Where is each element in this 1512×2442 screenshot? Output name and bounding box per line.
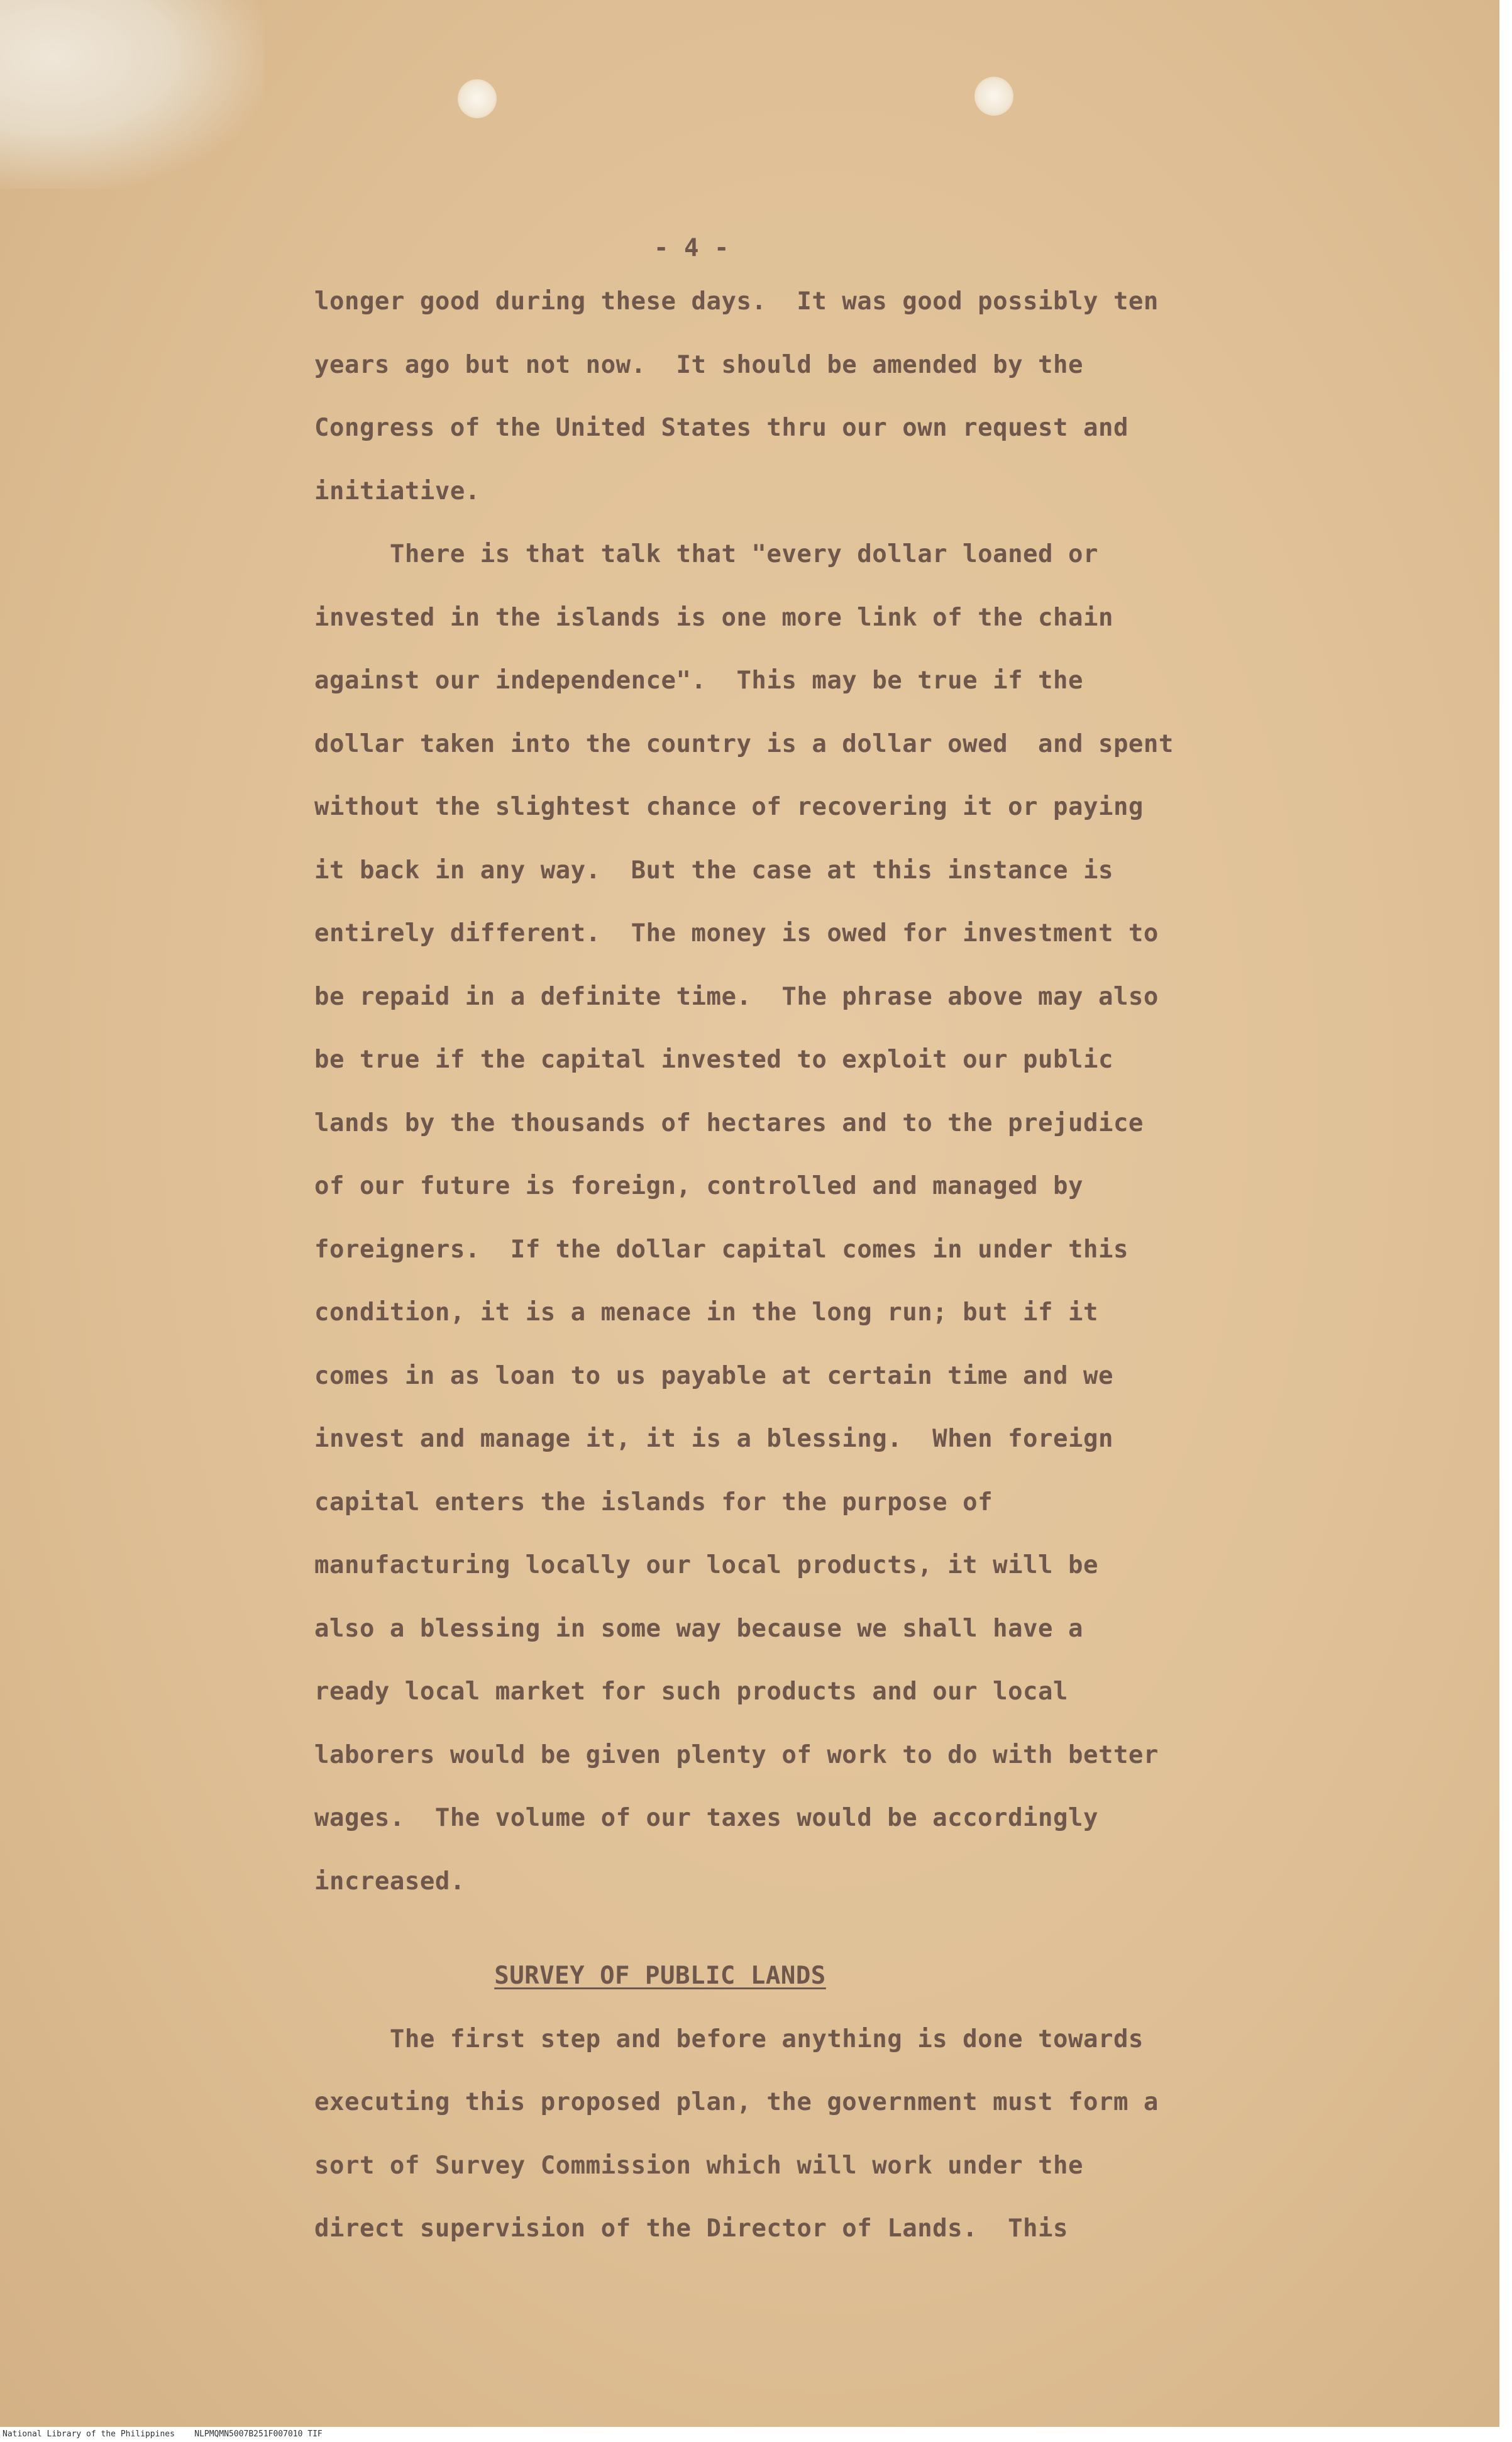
text-line: laborers would be given plenty of work to do with better (314, 1740, 1159, 1769)
text-line: it back in any way. But the case at this instance is (314, 856, 1113, 885)
text-line: be true if the capital invested to exploit our public (314, 1046, 1113, 1074)
typed-text-column (314, 226, 1257, 2261)
text-line: longer good during these days. It was good possibly ten (314, 287, 1159, 316)
footer-institution: National Library of the Philippines (3, 2429, 175, 2439)
text-line: There is that talk that "every dollar loaned or (314, 540, 1098, 568)
text-line: against our independence". This may be true if the (314, 666, 1083, 695)
section-heading-text: SURVEY OF PUBLIC LANDS (494, 1962, 826, 1990)
text-line: executing this proposed plan, the government must form a (314, 2088, 1159, 2116)
text-line: dollar taken into the country is a dollar owed and spent (314, 729, 1174, 758)
text-line: manufacturing locally our local products, it will be (314, 1551, 1098, 1579)
section-heading (346, 1945, 974, 2008)
text-line: entirely different. The money is owed for investment to (314, 919, 1159, 948)
text-line: sort of Survey Commission which will work under the (314, 2151, 1083, 2180)
text-line: The first step and before anything is done towards (314, 2025, 1144, 2053)
punch-hole-right (974, 77, 1013, 116)
text-line: invest and manage it, it is a blessing. When foreign (314, 1425, 1113, 1453)
text-line: also a blessing in some way because we shall have a (314, 1614, 1083, 1643)
paper-stain (0, 0, 264, 189)
text-line: years ago but not now. It should be amended by the (314, 350, 1083, 379)
text-line: increased. (314, 1867, 465, 1896)
text-line: ready local market for such products and our local (314, 1677, 1068, 1706)
text-line: wages. The volume of our taxes would be accordingly (314, 1804, 1098, 1832)
paragraph-2 (314, 523, 1257, 1913)
text-line: initiative. (314, 477, 480, 506)
text-line: capital enters the islands for the purpose of (314, 1488, 993, 1517)
scan-footer (3, 2428, 323, 2441)
punch-hole-left (458, 79, 497, 118)
text-line: be repaid in a definite time. The phrase above may also (314, 982, 1159, 1011)
footer-file-id: NLPMQMN5007B251F007010 TIF (194, 2429, 323, 2439)
text-line: Congress of the United States thru our own request and (314, 414, 1128, 442)
text-line: without the slightest chance of recovering it or paying (314, 793, 1144, 821)
text-line: direct supervision of the Director of Lands. This (314, 2214, 1068, 2243)
paragraph-3 (314, 2008, 1257, 2261)
text-line: condition, it is a menace in the long run; but if it (314, 1298, 1098, 1327)
text-line: foreigners. If the dollar capital comes in under this (314, 1235, 1128, 1264)
text-line: of our future is foreign, controlled and managed by (314, 1172, 1083, 1200)
text-line: comes in as loan to us payable at certain time and we (314, 1361, 1113, 1390)
text-line: lands by the thousands of hectares and to the prejudice (314, 1108, 1144, 1137)
page-number: - 4 - (654, 234, 729, 262)
text-line: invested in the islands is one more link of the chain (314, 603, 1113, 632)
paragraph-1 (314, 270, 1257, 523)
